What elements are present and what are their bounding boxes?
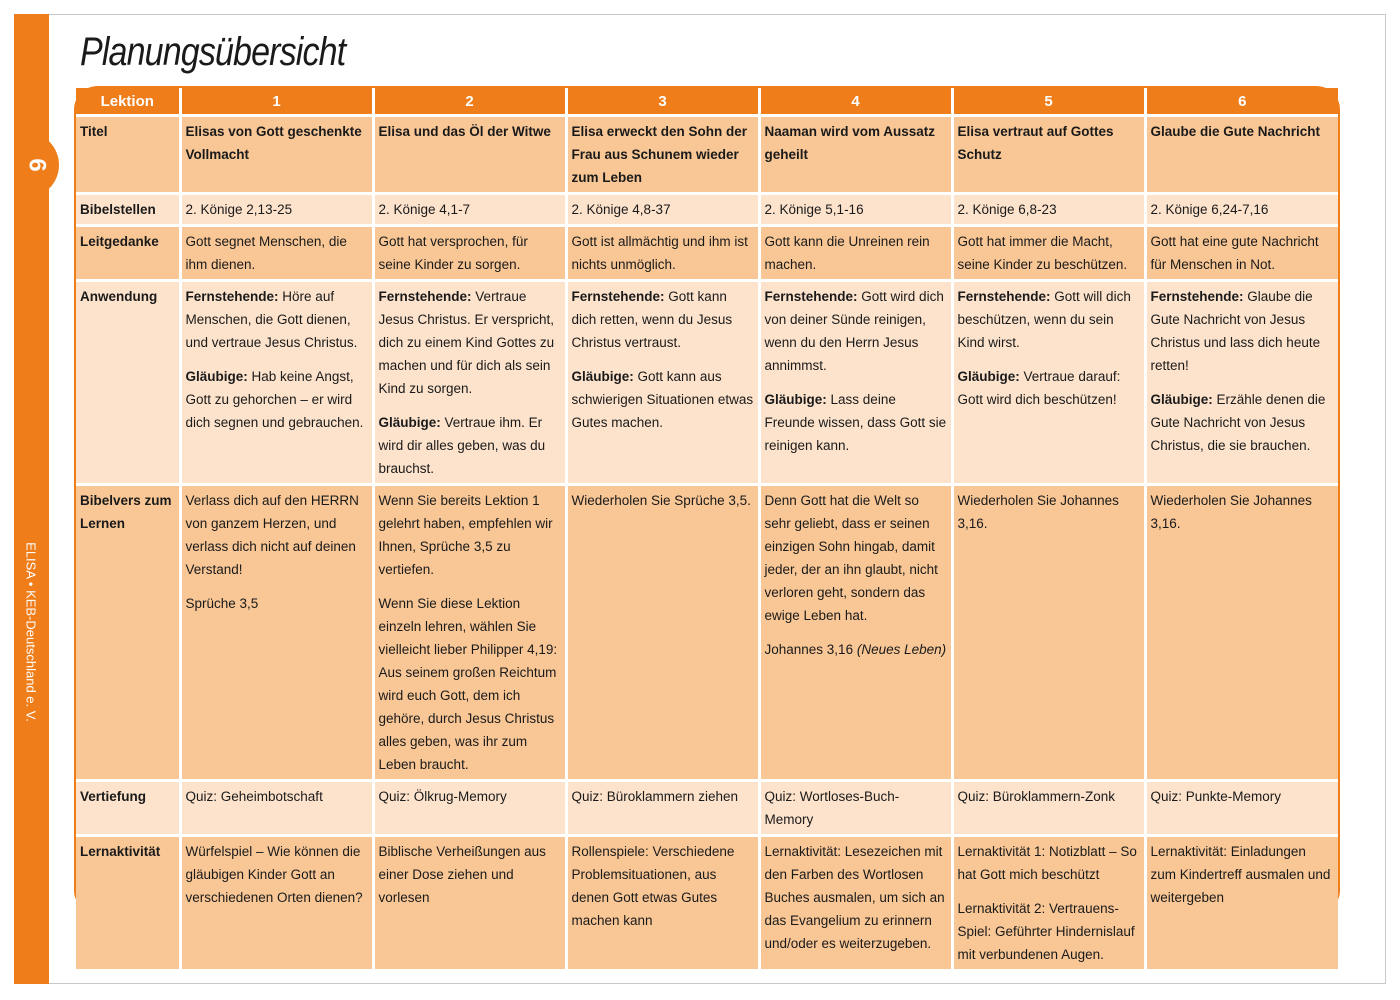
lernaktivitaet-cell: [566, 836, 759, 970]
label-fernstehende: Fernstehende:: [764, 289, 858, 304]
planning-table-container: [74, 86, 1340, 962]
bibelvers-reference: Sprüche 3,5: [185, 596, 259, 611]
anwendung-glaeubige: [186, 365, 368, 434]
label-fernstehende: Fernstehende:: [378, 289, 472, 304]
bibelstelle-cell: 2. Könige 4,1-7: [373, 194, 566, 226]
table-header-row: [76, 88, 1338, 116]
anwendung-fernstehende-text: Höre auf Menschen, die Gott dienen, und vertraue Jesus Christus.: [185, 289, 358, 350]
lernaktivitaet-cell: [180, 836, 373, 970]
anwendung-glaeubige: [379, 411, 561, 480]
label-fernstehende: Fernstehende:: [185, 289, 279, 304]
row-label-leitgedanke: Leitgedanke: [76, 226, 180, 281]
anwendung-glaeubige: [958, 365, 1140, 411]
lernaktivitaet-cell: [759, 836, 952, 970]
anwendung-cell: [566, 281, 759, 485]
bibelvers-cell: [952, 485, 1145, 781]
titel-cell: Elisa und das Öl der Witwe: [373, 116, 566, 194]
anwendung-cell: [180, 281, 373, 485]
label-fernstehende: Fernstehende:: [957, 289, 1051, 304]
page-title: Planungsübersicht: [80, 30, 346, 74]
bibelstelle-cell: 2. Könige 2,13-25: [180, 194, 373, 226]
titel-cell: Glaube die Gute Nachricht: [1145, 116, 1338, 194]
anwendung-fernstehende: [186, 285, 368, 354]
anwendung-fernstehende-text: Gott wird dich von deiner Sünde reinigen, wenn du den Herrn Jesus annimmst.: [764, 289, 944, 373]
row-label-bibelstellen: Bibelstellen: [76, 194, 180, 226]
label-glaeubige: Gläubige:: [764, 392, 827, 407]
row-label-titel: Titel: [76, 116, 180, 194]
row-leitgedanke: [76, 226, 1338, 281]
label-glaeubige: Gläubige:: [1150, 392, 1213, 407]
row-label-vertiefung: Vertiefung: [76, 781, 180, 836]
leitgedanke-cell: Gott hat eine gute Nachricht für Menschen in Not.: [1145, 226, 1338, 281]
anwendung-glaeubige-text: Vertraue darauf: Gott wird dich beschützen!: [957, 369, 1121, 407]
bibelvers-cell: [759, 485, 952, 781]
anwendung-fernstehende: [572, 285, 754, 354]
bibelvers-cell: [180, 485, 373, 781]
anwendung-fernstehende-text: Gott will dich beschützen, wenn du sein Kind wirst.: [957, 289, 1131, 350]
lernaktivitaet-cell: [952, 836, 1145, 970]
titel-cell: Naaman wird vom Aussatz geheilt: [759, 116, 952, 194]
header-lesson-3: 3: [566, 88, 759, 116]
anwendung-fernstehende: [1151, 285, 1335, 377]
bibelvers-ref: Johannes 3,16: [764, 642, 854, 657]
bibelstelle-cell: 2. Könige 6,8-23: [952, 194, 1145, 226]
lernaktivitaet-cell: [1145, 836, 1338, 970]
row-label-bibelvers: Bibelvers zum Lernen: [76, 485, 180, 781]
page-number: 6: [23, 158, 51, 172]
bibelstelle-cell: 2. Könige 5,1-16: [759, 194, 952, 226]
header-lesson-1: 1: [180, 88, 373, 116]
label-fernstehende: Fernstehende:: [1150, 289, 1244, 304]
lernaktivitaet-text: Biblische Verheißungen aus einer Dose ziehen und vorlesen: [378, 844, 546, 905]
label-glaeubige: Gläubige:: [378, 415, 441, 430]
anwendung-glaeubige-text: Lass deine Freunde wissen, dass Gott sie reinigen kann.: [764, 392, 947, 453]
leitgedanke-cell: Gott segnet Menschen, die ihm dienen.: [180, 226, 373, 281]
bibelvers-cell: [373, 485, 566, 781]
anwendung-glaeubige: [572, 365, 754, 434]
header-lesson-6: 6: [1145, 88, 1338, 116]
bibelvers-text: Wiederholen Sie Johannes 3,16.: [957, 493, 1119, 531]
anwendung-fernstehende: [765, 285, 947, 377]
vertiefung-cell: Quiz: Büroklammern-Zonk: [952, 781, 1145, 836]
anwendung-fernstehende-text: Gott kann dich retten, wenn du Jesus Christus vertraust.: [571, 289, 733, 350]
anwendung-cell: [952, 281, 1145, 485]
row-label-lernaktivitaet: Lernaktivität: [76, 836, 180, 970]
anwendung-cell: [759, 281, 952, 485]
bibelstelle-cell: 2. Könige 6,24-7,16: [1145, 194, 1338, 226]
anwendung-cell: [373, 281, 566, 485]
bibelvers-text: Denn Gott hat die Welt so sehr geliebt, dass er seinen einzigen Sohn hingab, damit jeder, der an ihn glaubt, nicht verloren geht, sondern das ewige Leben hat.: [764, 493, 938, 623]
bibelvers-translation: (Neues Leben): [856, 642, 947, 657]
label-glaeubige: Gläubige:: [185, 369, 248, 384]
anwendung-glaeubige-text: Hab keine Angst, Gott zu gehorchen – er wird dich segnen und gebrauchen.: [185, 369, 364, 430]
vertiefung-cell: Quiz: Geheimbotschaft: [180, 781, 373, 836]
lernaktivitaet-cell: [373, 836, 566, 970]
lernaktivitaet-text: Lernaktivität: Lesezeichen mit den Farben des Wortlosen Buches ausmalen, um sich an das Evangelium zu erinnern und/oder es weiterzugeben.: [764, 844, 945, 951]
row-vertiefung: [76, 781, 1338, 836]
row-titel: [76, 116, 1338, 194]
side-publisher-text: ELISA • KEB-Deutschland e. V.: [23, 542, 39, 722]
vertiefung-cell: Quiz: Wortloses-Buch-Memory: [759, 781, 952, 836]
vertiefung-cell: Quiz: Punkte-Memory: [1145, 781, 1338, 836]
anwendung-cell: [1145, 281, 1338, 485]
planning-table: [76, 88, 1338, 969]
row-bibelvers: [76, 485, 1338, 781]
label-fernstehende: Fernstehende:: [571, 289, 665, 304]
lernaktivitaet-text: Lernaktivität 1: Notizblatt – So hat Gott mich beschützt: [957, 844, 1137, 882]
bibelvers-text: Wiederholen Sie Sprüche 3,5.: [571, 493, 751, 508]
leitgedanke-cell: Gott ist allmächtig und ihm ist nichts unmöglich.: [566, 226, 759, 281]
lernaktivitaet-text: Rollenspiele: Verschiedene Problemsituationen, aus denen Gott etwas Gutes machen kann: [571, 844, 735, 928]
bibelvers-reference: [765, 638, 947, 661]
row-lernaktivitaet: [76, 836, 1338, 970]
anwendung-glaeubige-text: Gott kann aus schwierigen Situationen etwas Gutes machen.: [571, 369, 754, 430]
vertiefung-cell: Quiz: Ölkrug-Memory: [373, 781, 566, 836]
titel-cell: Elisa vertraut auf Gottes Schutz: [952, 116, 1145, 194]
anwendung-glaeubige: [765, 388, 947, 457]
bibelvers-text-alt: Wenn Sie diese Lektion einzeln lehren, wählen Sie vielleicht lieber Philipper 4,19: Aus seinem großen Reichtum wird euch Gott, dem ich gehöre, durch Jesus Christus alles geben, was ihr zum Leben braucht.: [378, 596, 558, 772]
header-lesson-2: 2: [373, 88, 566, 116]
row-bibelstellen: [76, 194, 1338, 226]
anwendung-fernstehende-text: Glaube die Gute Nachricht von Jesus Christus und lass dich heute retten!: [1150, 289, 1321, 373]
titel-cell: Elisas von Gott geschenkte Vollmacht: [180, 116, 373, 194]
header-lesson-5: 5: [952, 88, 1145, 116]
header-lektion: Lektion: [76, 88, 180, 116]
vertiefung-cell: Quiz: Büroklammern ziehen: [566, 781, 759, 836]
bibelvers-text: Wiederholen Sie Johannes 3,16.: [1150, 493, 1312, 531]
bibelvers-text: Verlass dich auf den HERRN von ganzem Herzen, und verlass dich nicht auf deinen Verstand!: [185, 493, 359, 577]
bibelstelle-cell: 2. Könige 4,8-37: [566, 194, 759, 226]
anwendung-fernstehende-text: Vertraue Jesus Christus. Er verspricht, dich zu einem Kind Gottes zu machen und für dich als sein Kind zu sorgen.: [378, 289, 555, 396]
leitgedanke-cell: Gott hat immer die Macht, seine Kinder zu beschützen.: [952, 226, 1145, 281]
titel-cell: Elisa erweckt den Sohn der Frau aus Schunem wieder zum Leben: [566, 116, 759, 194]
bibelvers-text: Wenn Sie bereits Lektion 1 gelehrt haben, empfehlen wir Ihnen, Sprüche 3,5 zu vertiefen.: [378, 493, 553, 577]
anwendung-fernstehende: [379, 285, 561, 400]
header-lesson-4: 4: [759, 88, 952, 116]
anwendung-glaeubige: [1151, 388, 1335, 457]
label-glaeubige: Gläubige:: [957, 369, 1020, 384]
lernaktivitaet-text-2: Lernaktivität 2: Vertrauens-Spiel: Geführter Hindernislauf mit verbundenen Augen.: [957, 901, 1135, 962]
leitgedanke-cell: Gott kann die Unreinen rein machen.: [759, 226, 952, 281]
row-anwendung: [76, 281, 1338, 485]
anwendung-glaeubige-text: Vertraue ihm. Er wird dir alles geben, was du brauchst.: [378, 415, 546, 476]
bibelvers-cell: [1145, 485, 1338, 781]
bibelvers-cell: [566, 485, 759, 781]
row-label-anwendung: Anwendung: [76, 281, 180, 485]
leitgedanke-cell: Gott hat versprochen, für seine Kinder zu sorgen.: [373, 226, 566, 281]
anwendung-glaeubige-text: Erzähle denen die Gute Nachricht von Jesus Christus, die sie brauchen.: [1150, 392, 1326, 453]
label-glaeubige: Gläubige:: [571, 369, 634, 384]
lernaktivitaet-text: Lernaktivität: Einladungen zum Kindertreff ausmalen und weitergeben: [1150, 844, 1331, 905]
anwendung-fernstehende: [958, 285, 1140, 354]
lernaktivitaet-text: Würfelspiel – Wie können die gläubigen Kinder Gott an verschiedenen Orten dienen?: [185, 844, 363, 905]
